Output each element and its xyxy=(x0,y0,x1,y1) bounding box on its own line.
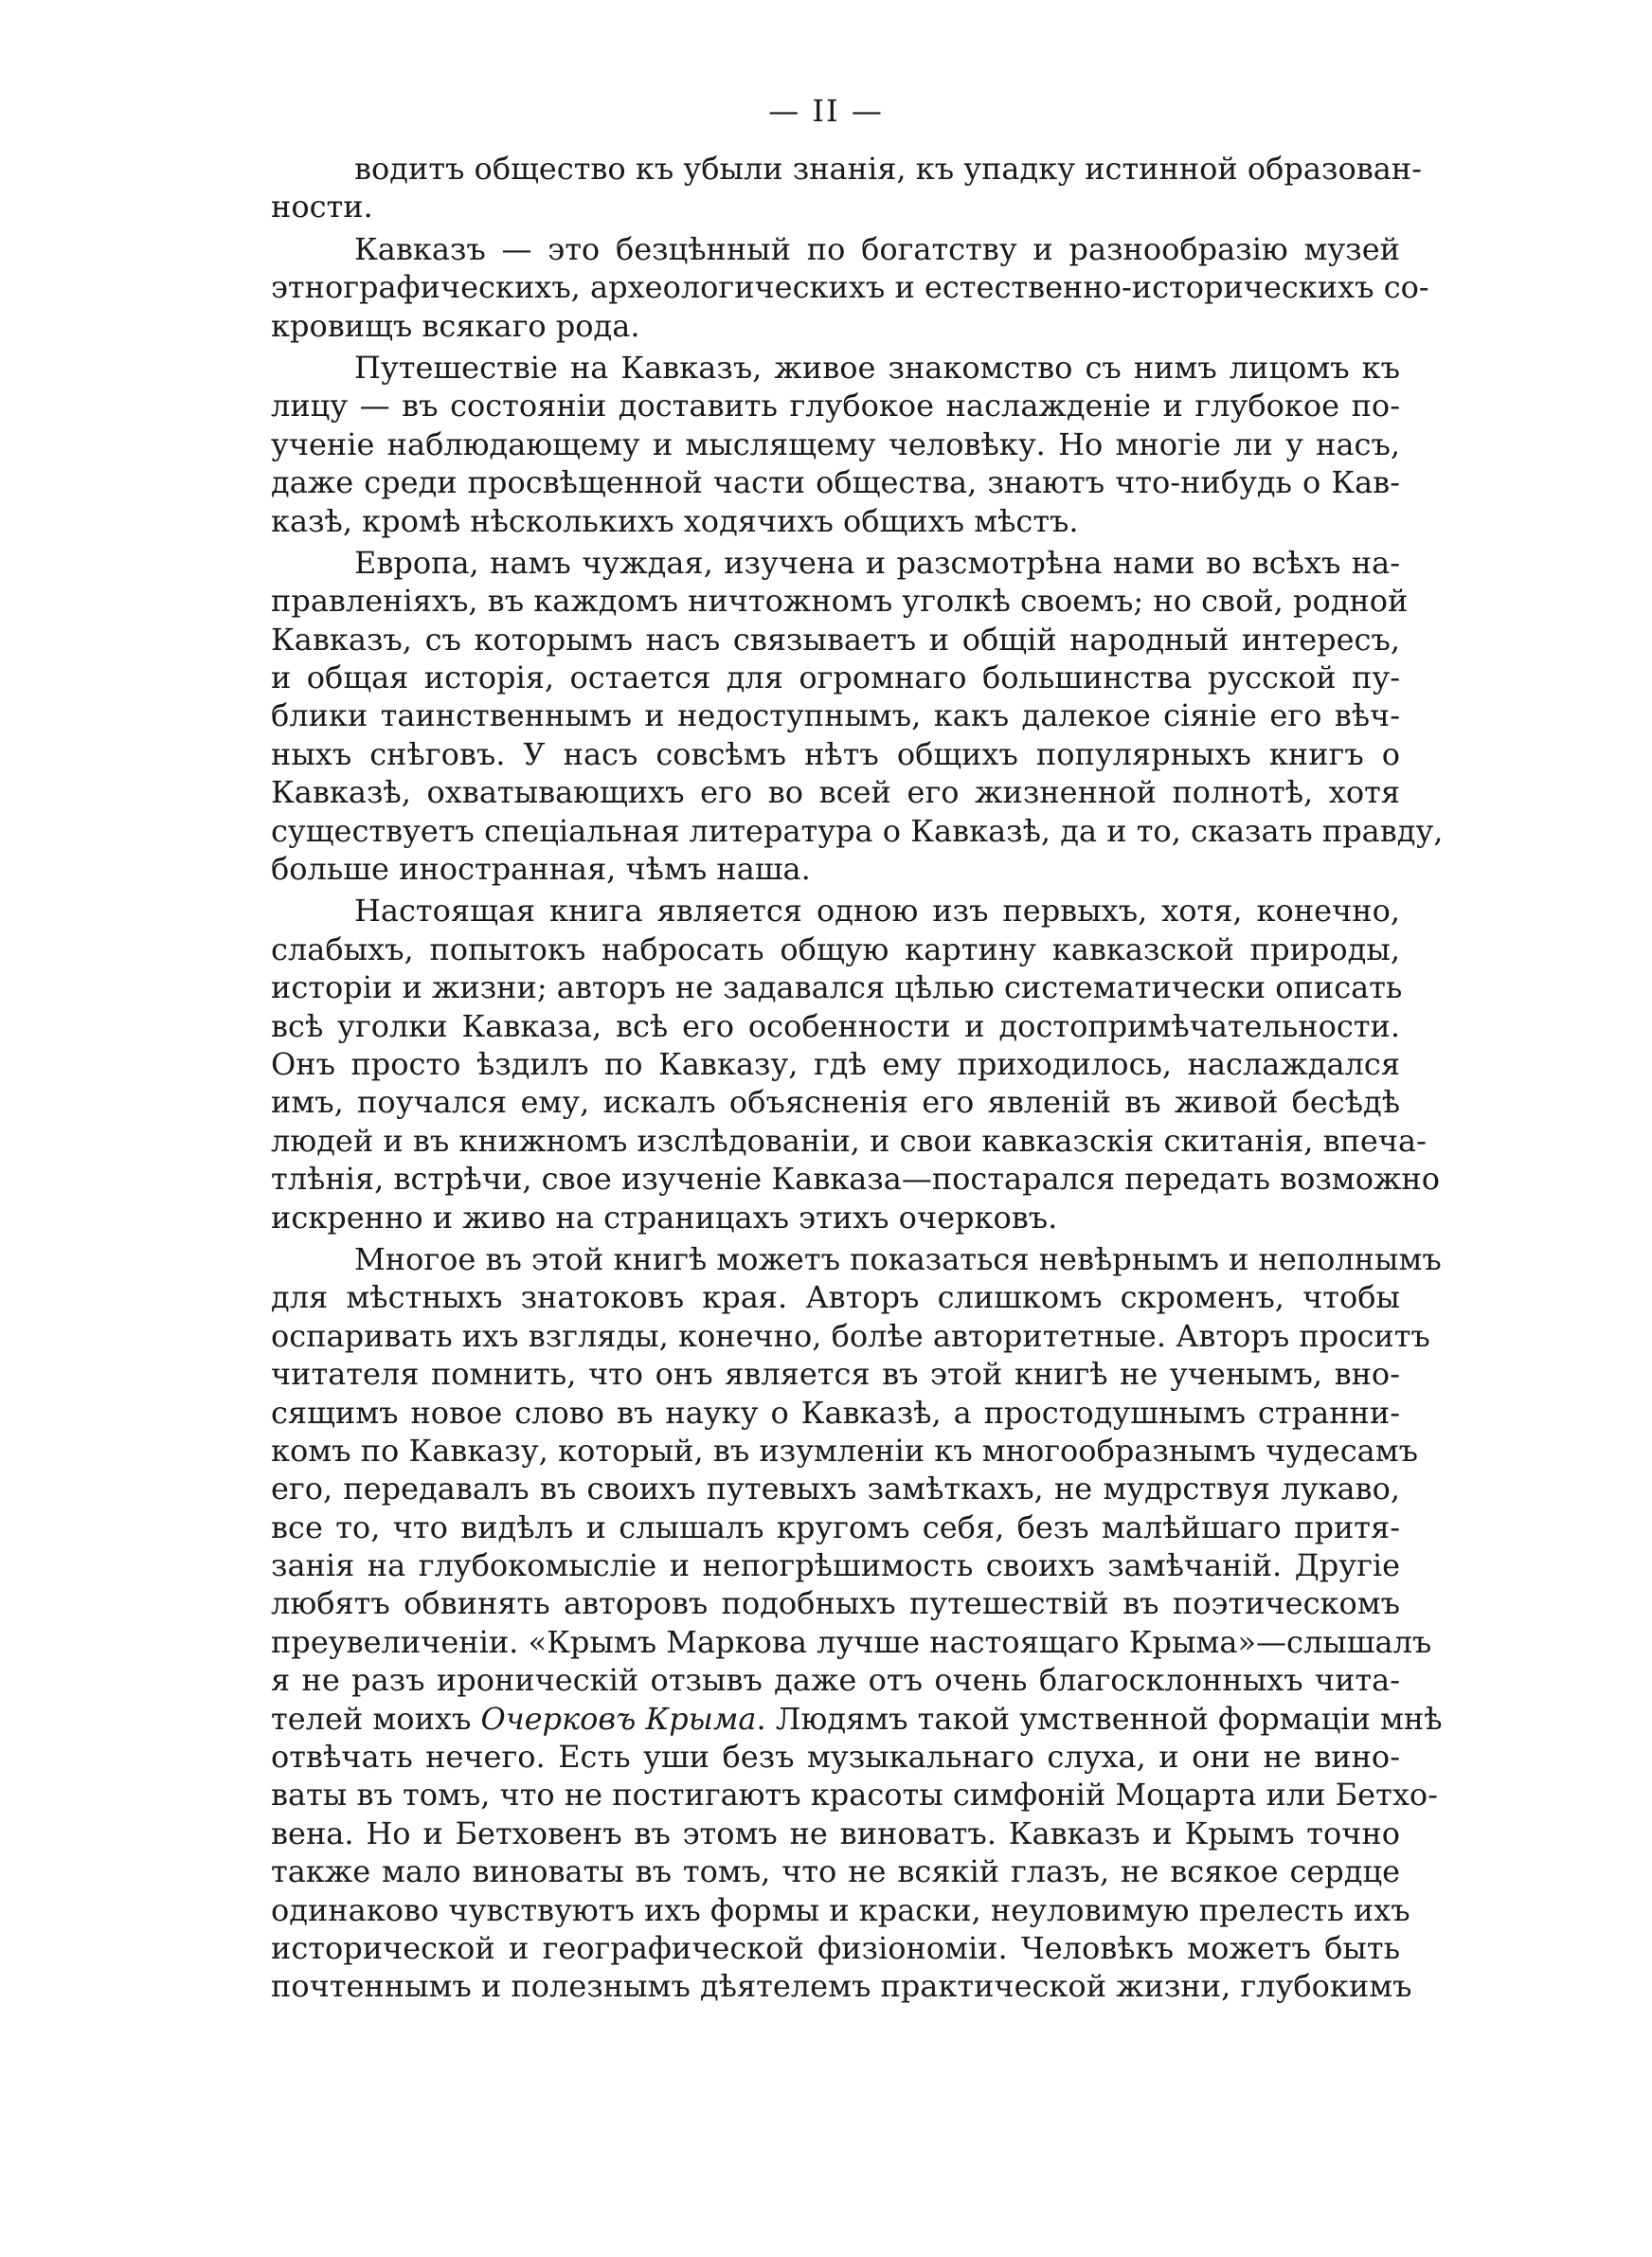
text-line: существуетъ спеціальная литература о Кавказѣ, да и то, сказать правду, xyxy=(271,812,1444,849)
text-line: оспаривать ихъ взгляды, конечно, болѣе авторитетные. Авторъ проситъ xyxy=(271,1317,1430,1354)
text-line: сящимъ новое слово въ науку о Кавказѣ, а простодушнымъ странни- xyxy=(271,1394,1400,1431)
text-line: Многое въ этой книгѣ можетъ показаться невѣрнымъ и неполнымъ xyxy=(354,1240,1442,1277)
text-line: людей и въ книжномъ изслѣдованіи, и свои кавказскія скитанія, впеча- xyxy=(271,1122,1427,1159)
text-line: Путешествіе на Кавказъ, живое знакомство съ нимъ лицомъ къ xyxy=(354,349,1400,386)
italic-title: Очерковъ Крыма xyxy=(480,1700,757,1737)
text-line: также мало виноваты въ томъ, что не всякій глазъ, не всякое сердце xyxy=(271,1853,1400,1890)
text-line: всѣ уголки Кавказа, всѣ его особенности и достопримѣчательности. xyxy=(271,1007,1400,1044)
text-line: водитъ общество къ убыли знанія, къ упадку истинной образован- xyxy=(354,151,1422,187)
text-line: комъ по Кавказу, который, въ изумленіи къ многообразнымъ чудесамъ xyxy=(271,1432,1418,1469)
text-line: этнографическихъ, археологическихъ и естественно-историческихъ со- xyxy=(271,269,1429,306)
text-line: имъ, поучался ему, искалъ объясненія его явленій въ живой бесѣдѣ xyxy=(271,1084,1400,1121)
paragraph xyxy=(271,230,1429,345)
text-line: искренно и живо на страницахъ этихъ очерковъ. xyxy=(271,1199,1058,1236)
text-line: ныхъ снѣговъ. У насъ совсѣмъ нѣтъ общихъ популярныхъ книгъ о xyxy=(271,735,1400,772)
text-line: ваты въ томъ, что не постигаютъ красоты симфоній Моцарта или Бетхо- xyxy=(271,1777,1438,1814)
text-line: его, передавалъ въ своихъ путевыхъ замѣткахъ, не мудрствуя лукаво, xyxy=(271,1471,1400,1508)
text-line: Настоящая книга является одною изъ первыхъ, хотя, конечно, xyxy=(354,893,1400,930)
text-line: Европа, намъ чуждая, изучена и разсмотрѣна нами во всѣхъ на- xyxy=(354,544,1400,581)
text-line: блики таинственнымъ и недоступнымъ, какъ далекое сіяніе его вѣч- xyxy=(271,697,1400,734)
text-line: почтеннымъ и полезнымъ дѣятелемъ практической жизни, глубокимъ xyxy=(271,1968,1412,2005)
text-line: исторической и географической физіономіи. Человѣкъ можетъ быть xyxy=(271,1929,1400,1966)
paragraph xyxy=(271,892,1440,1237)
text-line: слабыхъ, попытокъ набросать общую картину кавказской природы, xyxy=(271,930,1400,967)
text-line: Кавказѣ, охватывающихъ его во всей его жизненной полнотѣ, хотя xyxy=(271,774,1400,811)
paragraph xyxy=(271,1240,1443,2006)
text-line: Кавказъ — это безцѣнный по богатству и разнообразію музей xyxy=(354,230,1400,267)
text-line: ности. xyxy=(271,189,373,226)
text-line: я не разъ ироническій отзывъ даже отъ очень благосклонныхъ чита- xyxy=(271,1662,1400,1699)
text-line: все то, что видѣлъ и слышалъ кругомъ себя, безъ малѣйшаго притя- xyxy=(271,1508,1400,1545)
paragraph xyxy=(271,544,1444,889)
text-line: исторіи и жизни; авторъ не задавался цѣлью систематически описать xyxy=(271,969,1403,1006)
body-text xyxy=(271,150,1444,2006)
text-line: любятъ обвинять авторовъ подобныхъ путешествій въ поэтическомъ xyxy=(271,1585,1400,1622)
text-line: занія на глубокомысліе и непогрѣшимость своихъ замѣчаній. Другіе xyxy=(271,1547,1400,1584)
text-line: тлѣнія, встрѣчи, свое изученіе Кавказа—постарался передать возможно xyxy=(271,1161,1440,1198)
text-line: вена. Но и Бетховенъ въ этомъ не виноватъ. Кавказъ и Крымъ точно xyxy=(271,1815,1400,1851)
text-line: телей моихъ Очерковъ Крыма. Людямъ такой умственной формаціи мнѣ xyxy=(271,1700,1443,1737)
text-line: ученіе наблюдающему и мыслящему человѣку. Но многіе ли у насъ, xyxy=(271,425,1400,462)
text-line: Кавказъ, съ которымъ насъ связываетъ и общій народный интересъ, xyxy=(271,621,1400,658)
text-line: даже среди просвѣщенной части общества, знаютъ что-нибудь о Кав- xyxy=(271,464,1400,501)
text-line: преувеличеніи. «Крымъ Маркова лучше настоящаго Крыма»—слышалъ xyxy=(271,1623,1432,1660)
text-line: отвѣчать нечего. Есть уши безъ музыкальнаго слуха, и они не вино- xyxy=(271,1739,1400,1776)
text-line: кровищъ всякаго рода. xyxy=(271,307,640,344)
text-line: лицу — въ состояніи доставить глубокое наслажденіе и глубокое по- xyxy=(271,388,1400,424)
text-line: правленіяхъ, въ каждомъ ничтожномъ уголкѣ своемъ; но свой, родной xyxy=(271,583,1409,620)
text-line: одинаково чувствуютъ ихъ формы и краски, неуловимую прелесть ихъ xyxy=(271,1891,1410,1928)
text-line: Онъ просто ѣздилъ по Кавказу, гдѣ ему приходилось, наслаждался xyxy=(271,1045,1400,1082)
text-line: читателя помнить, что онъ является въ этой книгѣ не ученымъ, вно- xyxy=(271,1356,1400,1393)
paragraph xyxy=(271,150,1422,226)
text-line: и общая исторія, остается для огромнаго большинства русской пу- xyxy=(271,659,1400,696)
paragraph xyxy=(271,349,1400,540)
text-line: казѣ, кромѣ нѣсколькихъ ходячихъ общихъ мѣстъ. xyxy=(271,502,1079,539)
text-line: больше иностранная, чѣмъ наша. xyxy=(271,851,811,888)
page-number: — II — xyxy=(768,93,884,129)
text-line: для мѣстныхъ знатоковъ края. Авторъ слишкомъ скроменъ, чтобы xyxy=(271,1279,1400,1316)
